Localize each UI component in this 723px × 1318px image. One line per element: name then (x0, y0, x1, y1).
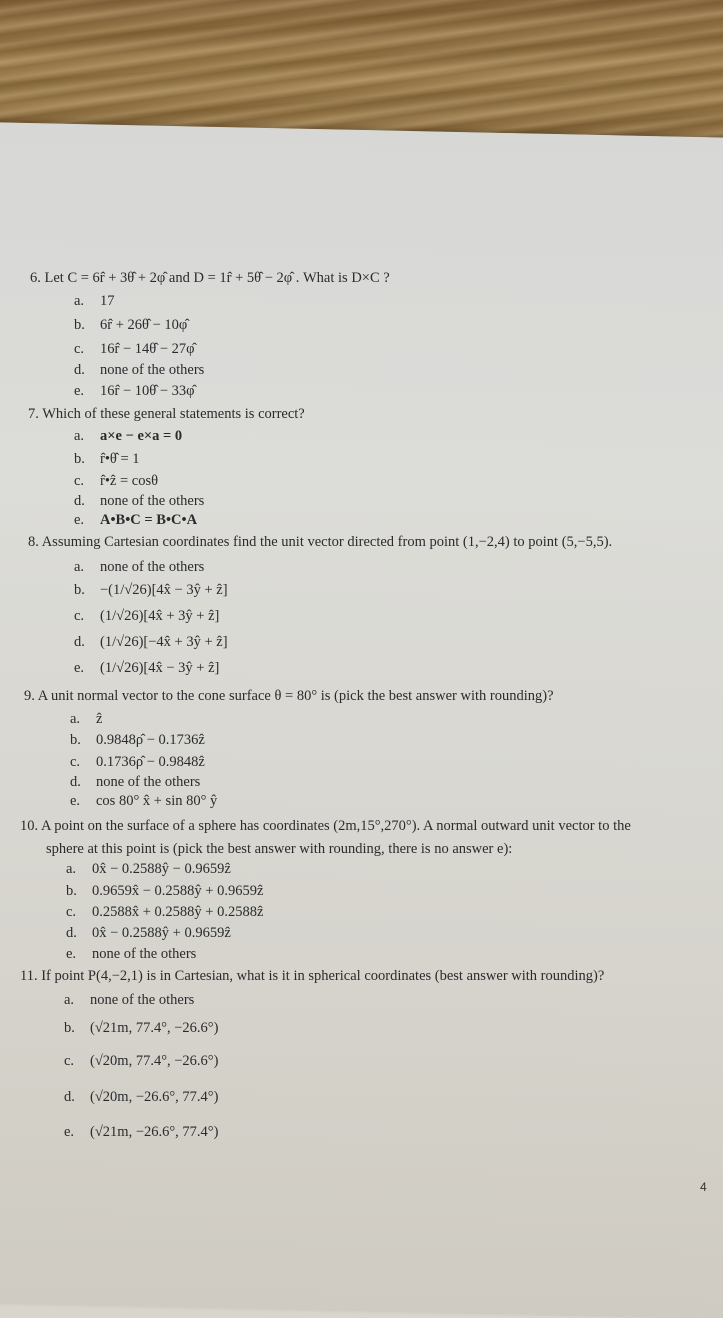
option-9d[interactable] (70, 774, 200, 791)
option-7e[interactable] (74, 512, 197, 529)
option-label: d. (66, 925, 77, 941)
option-text: 17 (100, 293, 115, 309)
option-10a[interactable] (66, 861, 231, 878)
option-label: d. (64, 1089, 75, 1105)
option-11e[interactable] (64, 1124, 218, 1141)
question-text: Which of these general statements is correct? (42, 406, 305, 422)
option-text: none of the others (92, 946, 197, 962)
option-label: c. (74, 608, 85, 624)
option-label: d. (74, 634, 85, 650)
option-label: e. (74, 660, 85, 676)
question-text: Let C = 6r̂ + 3θ̂ + 2φ̂ and D = 1r̂ + 5θ̂ − 2φ̂ . What is D×C ? (44, 270, 390, 286)
question-number: 7. (28, 406, 39, 422)
option-label: b. (74, 451, 85, 467)
option-8c[interactable] (74, 608, 219, 625)
option-text: none of the others (96, 774, 201, 790)
question-number: 8. (28, 534, 39, 550)
question-number: 6. (30, 270, 41, 286)
page-number: 4 (700, 1180, 707, 1194)
question-11 (20, 968, 604, 985)
option-11c[interactable] (64, 1053, 218, 1070)
question-10 (20, 818, 631, 835)
option-text: 16r̂ − 10θ̂ − 33φ̂ (100, 383, 195, 399)
question-number: 10. (20, 818, 39, 834)
option-text: a×e − e×a = 0 (100, 428, 183, 444)
option-8d[interactable] (74, 634, 228, 651)
option-label: b. (70, 732, 81, 748)
option-text: ẑ (96, 711, 103, 727)
option-label: a. (74, 559, 85, 575)
option-label: e. (74, 383, 85, 399)
option-label: e. (74, 512, 85, 528)
question-text: Assuming Cartesian coordinates find the unit vector directed from point (1,−2,4) to point (5,−5,5). (41, 534, 613, 550)
option-11d[interactable] (64, 1089, 218, 1106)
option-text: 0.1736ρ̂ − 0.9848ẑ (96, 754, 205, 770)
question-10-continued (46, 841, 512, 858)
option-label: c. (74, 341, 85, 357)
option-label: a. (74, 293, 85, 309)
option-text: 0x̂ − 0.2588ŷ + 0.9659ẑ (92, 925, 231, 941)
option-text: cos 80° x̂ + sin 80° ŷ (96, 793, 218, 809)
option-label: a. (66, 861, 77, 877)
option-label: d. (70, 774, 81, 790)
option-7c[interactable] (74, 473, 158, 490)
option-text: r̂•ẑ = cosθ (100, 473, 159, 489)
question-8 (28, 534, 612, 551)
option-9b[interactable] (70, 732, 205, 749)
option-label: b. (66, 883, 77, 899)
option-text: none of the others (90, 992, 195, 1008)
option-text: (1/√26)[−4x̂ + 3ŷ + ẑ] (100, 634, 228, 650)
question-7 (28, 406, 305, 423)
option-11a[interactable] (64, 992, 194, 1009)
option-8a[interactable] (74, 559, 204, 576)
option-text: (√20m, 77.4°, −26.6°) (90, 1053, 219, 1069)
option-8b[interactable] (74, 582, 228, 599)
option-label: e. (64, 1124, 75, 1140)
option-6c[interactable] (74, 341, 195, 358)
option-6b[interactable] (74, 317, 187, 334)
option-label: c. (70, 754, 81, 770)
option-10e[interactable] (66, 946, 196, 963)
option-text: 0.9659x̂ − 0.2588ŷ + 0.9659ẑ (92, 883, 264, 899)
option-10d[interactable] (66, 925, 231, 942)
option-text: (1/√26)[4x̂ + 3ŷ + ẑ] (100, 608, 220, 624)
option-text: none of the others (100, 493, 205, 509)
question-9 (24, 688, 554, 705)
option-label: a. (64, 992, 75, 1008)
option-label: c. (74, 473, 85, 489)
option-9c[interactable] (70, 754, 205, 771)
option-text: (√21m, 77.4°, −26.6°) (90, 1020, 219, 1036)
option-label: b. (74, 582, 85, 598)
option-text: 0.9848ρ̂ − 0.1736ẑ (96, 732, 205, 748)
question-text: If point P(4,−2,1) is in Cartesian, what is it in spherical coordinates (best answer with rounding)? (41, 968, 605, 984)
option-7b[interactable] (74, 451, 140, 468)
option-label: c. (64, 1053, 75, 1069)
option-text: r̂•θ̂ = 1 (100, 451, 140, 467)
option-10c[interactable] (66, 904, 263, 921)
option-text: 0.2588x̂ + 0.2588ŷ + 0.2588ẑ (92, 904, 264, 920)
question-text: A unit normal vector to the cone surface θ = 80° is (pick the best answer with rounding)? (37, 688, 554, 704)
option-text: none of the others (100, 559, 205, 575)
option-text: none of the others (100, 362, 205, 378)
option-9a[interactable] (70, 711, 102, 728)
option-text: A•B•C = B•C•A (100, 512, 198, 528)
option-7d[interactable] (74, 493, 204, 510)
option-label: a. (70, 711, 81, 727)
option-text: 16r̂ − 14θ̂ − 27φ̂ (100, 341, 195, 357)
option-6a[interactable] (74, 293, 115, 310)
question-text-line-2: sphere at this point is (pick the best answer with rounding, there is no answer e): (46, 841, 513, 857)
option-text: (√20m, −26.6°, 77.4°) (90, 1089, 219, 1105)
option-label: d. (74, 362, 85, 378)
option-label: b. (74, 317, 85, 333)
option-label: a. (74, 428, 85, 444)
question-number: 11. (20, 968, 38, 984)
option-6e[interactable] (74, 383, 195, 400)
question-text: A point on the surface of a sphere has coordinates (2m,15°,270°). A normal outward unit vector to the (40, 818, 631, 834)
option-text: −(1/√26)[4x̂ − 3ŷ + ẑ] (100, 582, 228, 598)
option-label: c. (66, 904, 77, 920)
option-label: e. (70, 793, 81, 809)
option-label: d. (74, 493, 85, 509)
question-6 (30, 270, 390, 287)
option-text: (1/√26)[4x̂ − 3ŷ + ẑ] (100, 660, 220, 676)
option-8e[interactable] (74, 660, 219, 677)
option-10b[interactable] (66, 883, 263, 900)
option-11b[interactable] (64, 1020, 218, 1037)
option-9e[interactable] (70, 793, 217, 810)
option-text: 0x̂ − 0.2588ŷ − 0.9659ẑ (92, 861, 231, 877)
option-text: 6r̂ + 26θ̂ − 10φ̂ (100, 317, 188, 333)
option-text: (√21m, −26.6°, 77.4°) (90, 1124, 219, 1140)
option-label: e. (66, 946, 77, 962)
option-label: b. (64, 1020, 75, 1036)
option-7a[interactable] (74, 428, 182, 445)
question-number: 9. (24, 688, 35, 704)
option-6d[interactable] (74, 362, 204, 379)
